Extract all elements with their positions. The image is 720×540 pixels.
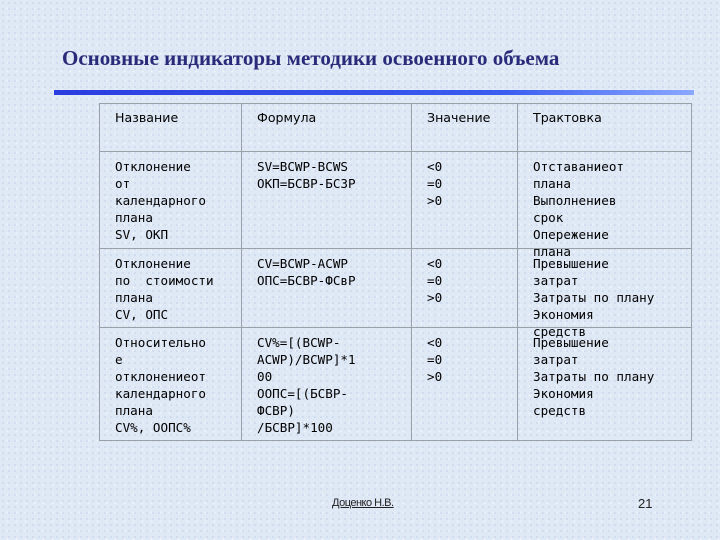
cell-line: <0 <box>427 335 443 350</box>
cell-word: Отставание <box>533 159 609 174</box>
cell-word: Выполнение <box>533 193 609 208</box>
slide-title: Основные индикаторы методики освоенного объема <box>62 46 560 70</box>
cell-line: <0 <box>427 159 443 174</box>
header-value: Значение <box>412 104 518 152</box>
cell-line: ООПС=[(БСВР- <box>257 386 348 401</box>
cell-line: CV%=[(BCWP- <box>257 335 341 350</box>
cell-line: плана <box>115 290 153 305</box>
cell-line: от <box>115 176 131 191</box>
cell-word: средств <box>533 324 587 339</box>
cell-line: SV, ОКП <box>115 227 169 242</box>
cell-line: <0 <box>427 256 443 271</box>
header-interpretation: Трактовка <box>518 104 692 152</box>
cell-word: плана <box>533 244 571 259</box>
cell-line: =0 <box>427 176 443 191</box>
cell-line <box>533 158 683 175</box>
cell-formula <box>242 328 412 441</box>
cell-name <box>100 249 242 328</box>
cell-line: CV=BCWP-ACWP <box>257 256 348 271</box>
cell-line: плана <box>115 403 153 418</box>
cell-line: ОПС=БСВР-ФСвР <box>257 273 356 288</box>
cell-line: CV, ОПС <box>115 307 169 322</box>
cell-line: =0 <box>427 273 443 288</box>
table-row <box>100 152 692 249</box>
cell-line: Относительно <box>115 335 206 350</box>
page-number: 21 <box>638 496 653 511</box>
cell-line: затрат <box>533 273 579 288</box>
cell-line: SV=BCWP-BCWS <box>257 159 348 174</box>
table-row <box>100 249 692 328</box>
cell-line: /БСВР]*100 <box>257 420 333 435</box>
cell-interpretation <box>518 249 692 339</box>
cell-line: календарного <box>115 193 206 208</box>
footer-author: Доценко Н.В. <box>332 497 394 509</box>
cell-line: плана <box>533 176 571 191</box>
cell-line: >0 <box>427 290 443 305</box>
cell-formula <box>242 152 412 249</box>
cell-line: CV%, ООПС% <box>115 420 191 435</box>
cell-line: Отклонение <box>115 256 191 271</box>
table-header-row <box>100 104 692 152</box>
cell-line: затрат <box>533 352 579 367</box>
cell-word: от <box>608 159 624 174</box>
cell-line: календарного <box>115 386 206 401</box>
title-underline-bar <box>54 90 694 95</box>
cell-name <box>100 152 242 249</box>
cell-line: е <box>115 352 123 367</box>
cell-line: >0 <box>427 193 443 208</box>
cell-line: Превышение <box>533 335 609 350</box>
cell-line: ACWP)/BCWP]*1 <box>257 352 356 367</box>
cell-line: Затраты по плану <box>533 290 655 305</box>
cell-line: Опережение <box>533 227 609 242</box>
cell-line: Затраты по плану <box>533 369 655 384</box>
cell-interpretation <box>518 328 692 441</box>
cell-line: =0 <box>427 352 443 367</box>
cell-line: ОКП=БСВР-БСЗР <box>257 176 356 191</box>
cell-line: 00 <box>257 369 273 384</box>
cell-line: >0 <box>427 369 443 384</box>
cell-name <box>100 328 242 441</box>
cell-value <box>412 328 518 441</box>
cell-line: плана <box>115 210 153 225</box>
cell-line: Отклонение <box>115 159 191 174</box>
cell-value <box>412 249 518 328</box>
cell-word: в <box>608 193 617 208</box>
cell-interpretation <box>518 152 692 259</box>
table-row <box>100 328 692 441</box>
cell-value <box>412 152 518 249</box>
header-formula: Формула <box>242 104 412 152</box>
cell-line: Экономия <box>533 307 594 322</box>
cell-line: по стоимости <box>115 273 214 288</box>
indicators-table <box>99 103 692 441</box>
header-name: Название <box>100 104 242 152</box>
cell-line: Экономия <box>533 386 594 401</box>
cell-line <box>533 192 683 209</box>
cell-line: отклонениеот <box>115 369 206 384</box>
cell-line: ФСВР) <box>257 403 295 418</box>
cell-formula <box>242 249 412 328</box>
cell-line: срок <box>533 210 564 225</box>
cell-line: Превышение <box>533 256 609 271</box>
cell-line: средств <box>533 403 587 418</box>
